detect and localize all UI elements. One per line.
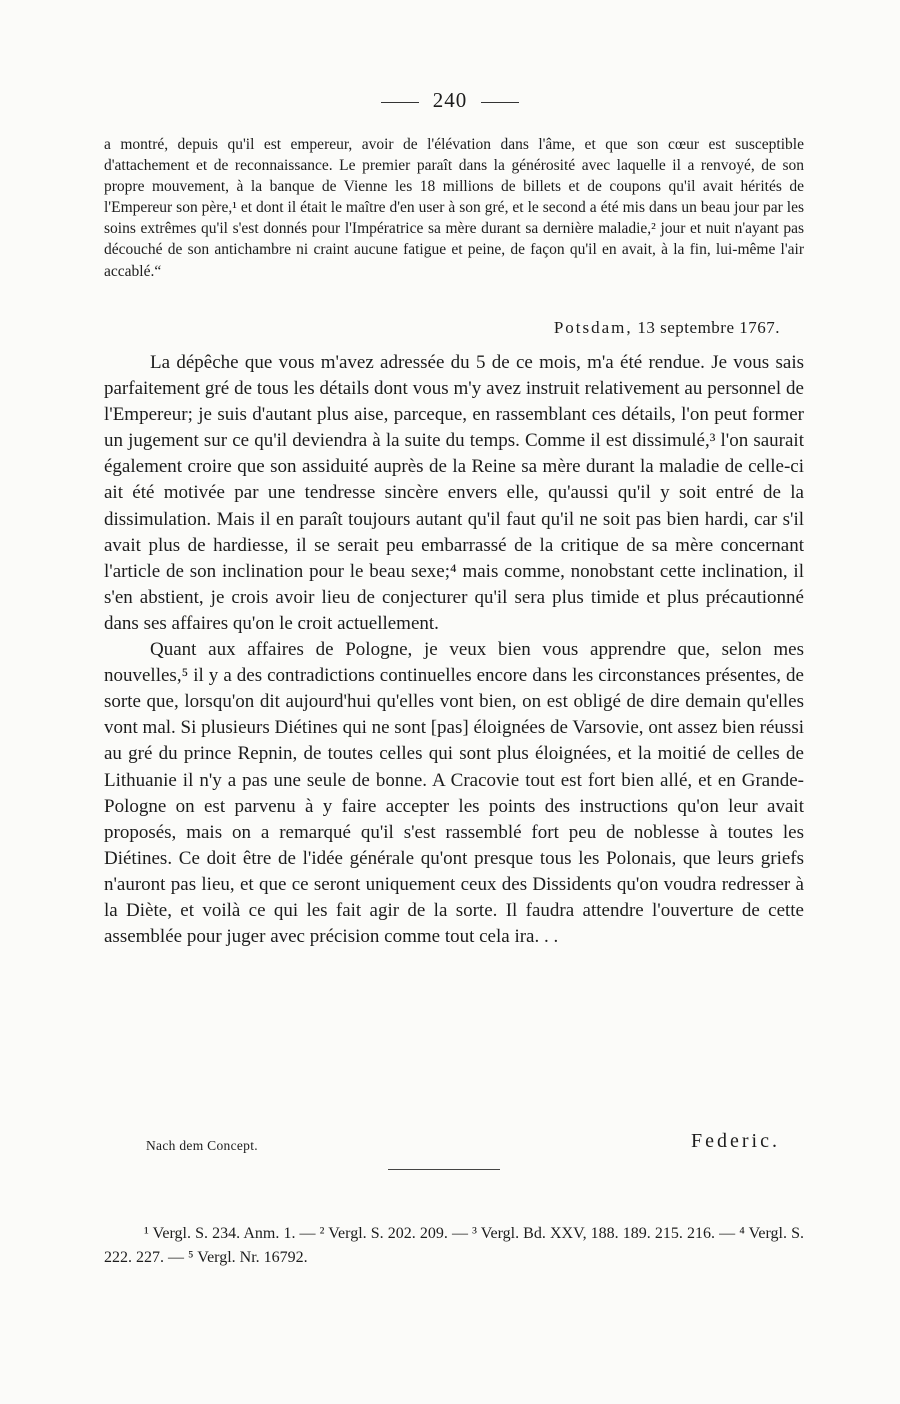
closing-line [130,1130,780,1160]
dateline-place: Potsdam, [553,318,633,337]
quoted-report-text: a montré, depuis qu'il est empereur, avoir de l'élévation dans l'âme, et que son cœur est susceptible d'attachement et de reconnaissance. Le premier paraît dans la générosité avec laquelle il a renvoyé, de son propre mouvement, à la banque de Vienne les 18 millions de billets et de coupons qu'il avait hérités de l'Empereur son père,¹ et dont il était le maître d'en user à son gré, et le second a été mis dans un beau jour par les soins extrêmes qu'il s'est donnés pour l'Impératrice sa mère durant sa dernière maladie,² jour et nuit n'ayant pas découché de son antichambre ni craint aucune fatigue et peine, de façon qu'il en avait, à la fin, lui-même l'air accablé.“ [104,136,804,280]
footnotes [104,1222,804,1270]
footnotes-text: ¹ Vergl. S. 234. Anm. 1. — ² Vergl. S. 202. 209. — ³ Vergl. Bd. XXV, 188. 189. 215. 216. — ⁴ Vergl. S. 222. 227. — ⁵ Vergl. Nr. 16792. [104,1225,804,1266]
dateline-date: 13 septembre 1767. [637,318,780,337]
header-dash-right [481,102,519,103]
concept-note: Nach dem Concept. [146,1138,258,1153]
letter-body [104,350,804,950]
letter-paragraph: La dépêche que vous m'avez adressée du 5 de ce mois, m'a été rendue. Je vous sais parfaitement gré de tous les détails dont vous m'y avez instruit relativement au personnel de l'Empereur; je suis d'autant plus aise, parceque, en rassemblant ces détails, l'on peut former un jugement sur ce qu'il deviendra à la suite du temps. Comme il est dissimulé,³ l'on saurait également croire que son assiduité auprès de la Reine sa mère durant la maladie de celle-ci ait été motivée par une tendresse sincère envers elle, qu'aussi qu'il y soit entré de la dissimulation. Mais il en paraît toujours autant qu'il faut qu'il ne soit pas bien hardi, car s'il avait plus de hardiesse, il se serait peu embarrassé de la critique de sa mère concernant l'article de son inclination pour le beau sexe;⁴ mais comme, nonobstant cette inclination, il s'en abstient, je crois avoir lieu de conjecturer qu'il sera plus timide et plus précautionné dans ses affaires qu'on le croit actuellement. [104,352,804,634]
header-dash-left [381,102,419,103]
page-number: 240 [432,88,468,112]
dateline [104,318,780,338]
letter-paragraph: Quant aux affaires de Pologne, je veux bien vous apprendre que, selon mes nouvelles,⁵ il y a des contradictions continuelles encore dans les circonstances présentes, de sorte que, lorsqu'on dit aujourd'hui qu'elles vont bien, on est obligé de dire demain qu'elles vont mal. Si plusieurs Diétines qui ne sont [pas] éloignées de Varsovie, ont assez bien réussi au gré du prince Repnin, de toutes celles qui sont plus éloignées, et la moitié de celles de Lithuanie il n'y a pas une seule de bonne. A Cracovie tout est fort bien allé, et en Grande-Pologne on est parvenu à y faire accepter les points des instructions qu'on leur avait proposés, mais on a remarqué qu'il s'est rassemblé fort peu de noblesse à toutes les Diétines. Ce doit être de l'idée générale qu'ont presque tous les Polonais, que leurs griefs n'auront pas lieu, et que ce seront uniquement ceux des Dissidents qu'on voudra redresser à la Diète, et voilà ce qui les fait agir de la sorte. Il faudra attendre l'ouverture de cette assemblée pour juger avec précision comme tout cela ira. . . [104,639,804,948]
page-number-header [0,88,900,113]
separator-rule [388,1169,500,1170]
signature: Federic. [691,1130,780,1152]
